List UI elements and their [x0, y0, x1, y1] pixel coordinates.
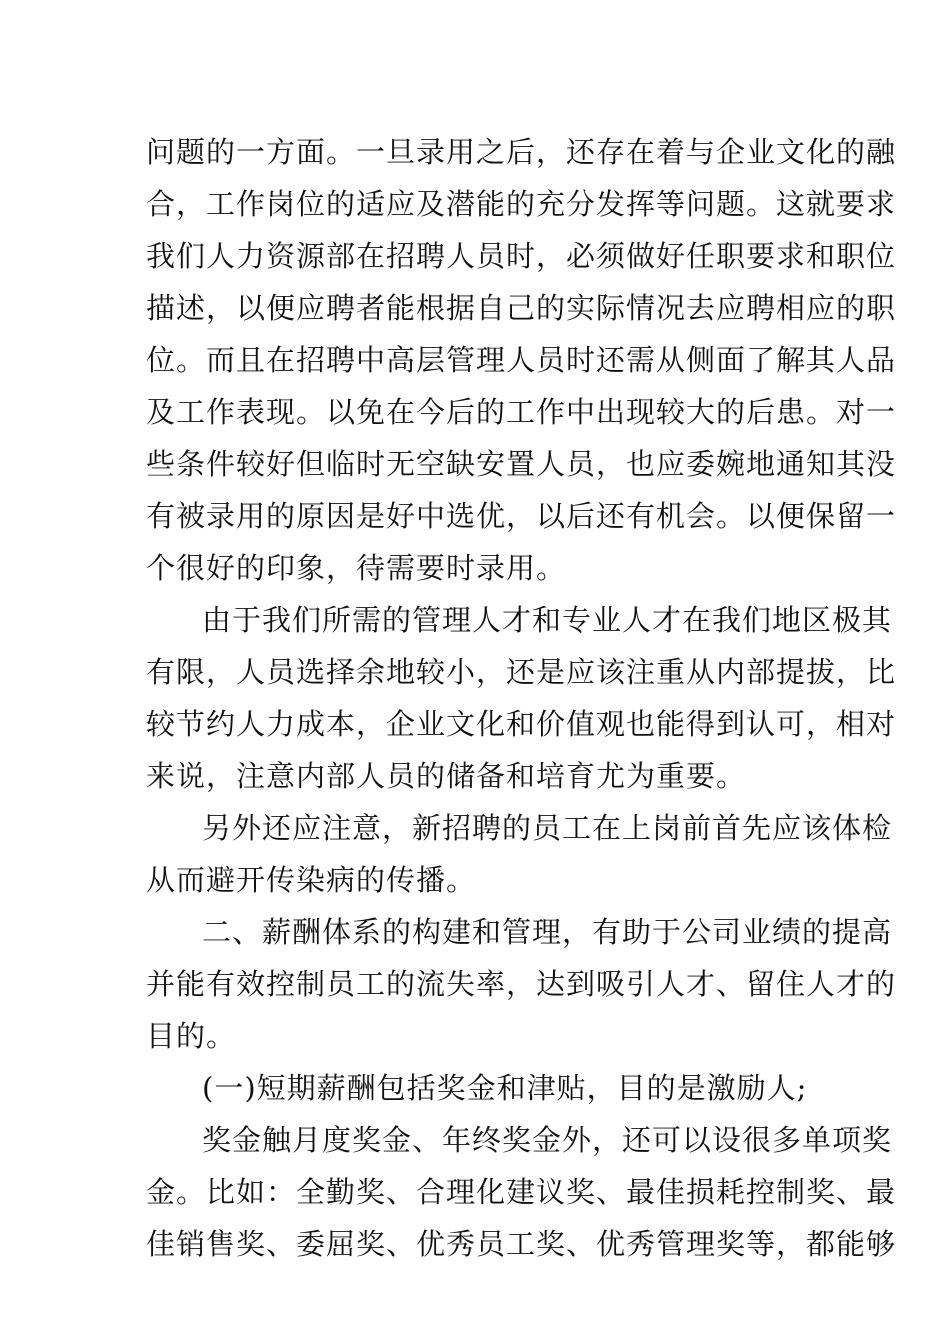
text-line: 佳销售奖、委屈奖、优秀员工奖、优秀管理奖等，都能够 [146, 1227, 897, 1261]
paragraph-2 [146, 594, 897, 802]
paragraph-1 [146, 126, 897, 594]
paragraph-6 [146, 1114, 897, 1270]
document-body [146, 126, 897, 1270]
paragraph-3 [146, 802, 893, 906]
text-line: 有被录用的原因是好中选优，以后还有机会。以便保留一 [146, 499, 897, 533]
text-line: 合，工作岗位的适应及潜能的充分发挥等问题。这就要求 [146, 187, 897, 221]
text-line: 描述，以便应聘者能根据自己的实际情况去应聘相应的职 [146, 291, 897, 325]
text-line: 我们人力资源部在招聘人员时，必须做好任职要求和职位 [146, 239, 897, 273]
paragraph-5 [146, 1062, 810, 1114]
text-line: 金。比如：全勤奖、合理化建议奖、最佳损耗控制奖、最 [146, 1175, 897, 1209]
text-line: 另外还应注意，新招聘的员工在上岗前首先应该体检 [202, 811, 893, 845]
text-line: 奖金触月度奖金、年终奖金外，还可以设很多单项奖 [202, 1123, 893, 1157]
text-line: 及工作表现。以免在今后的工作中出现较大的后患。对一 [146, 395, 897, 429]
text-line: 较节约人力成本，企业文化和价值观也能得到认可，相对 [146, 707, 897, 741]
text-line: 来说，注意内部人员的储备和培育尤为重要。 [146, 759, 747, 793]
text-line: 些条件较好但临时无空缺安置人员，也应委婉地通知其没 [146, 447, 897, 481]
paragraph-4 [146, 906, 897, 1062]
text-line: 由于我们所需的管理人才和专业人才在我们地区极其 [202, 603, 893, 637]
text-line: 二、薪酬体系的构建和管理，有助于公司业绩的提高 [202, 915, 893, 949]
text-line: 个很好的印象，待需要时录用。 [146, 551, 567, 585]
text-line: 位。而且在招聘中高层管理人员时还需从侧面了解其人品 [146, 343, 897, 377]
text-line: 从而避开传染病的传播。 [146, 863, 477, 897]
text-line: 并能有效控制员工的流失率，达到吸引人才、留住人才的 [146, 967, 897, 1001]
text-line: 有限，人员选择余地较小，还是应该注重从内部提拔，比 [146, 655, 897, 689]
text-line: (一)短期薪酬包括奖金和津贴，目的是激励人; [202, 1071, 808, 1105]
text-line: 问题的一方面。一旦录用之后，还存在着与企业文化的融 [146, 135, 897, 169]
text-line: 目的。 [146, 1019, 237, 1053]
